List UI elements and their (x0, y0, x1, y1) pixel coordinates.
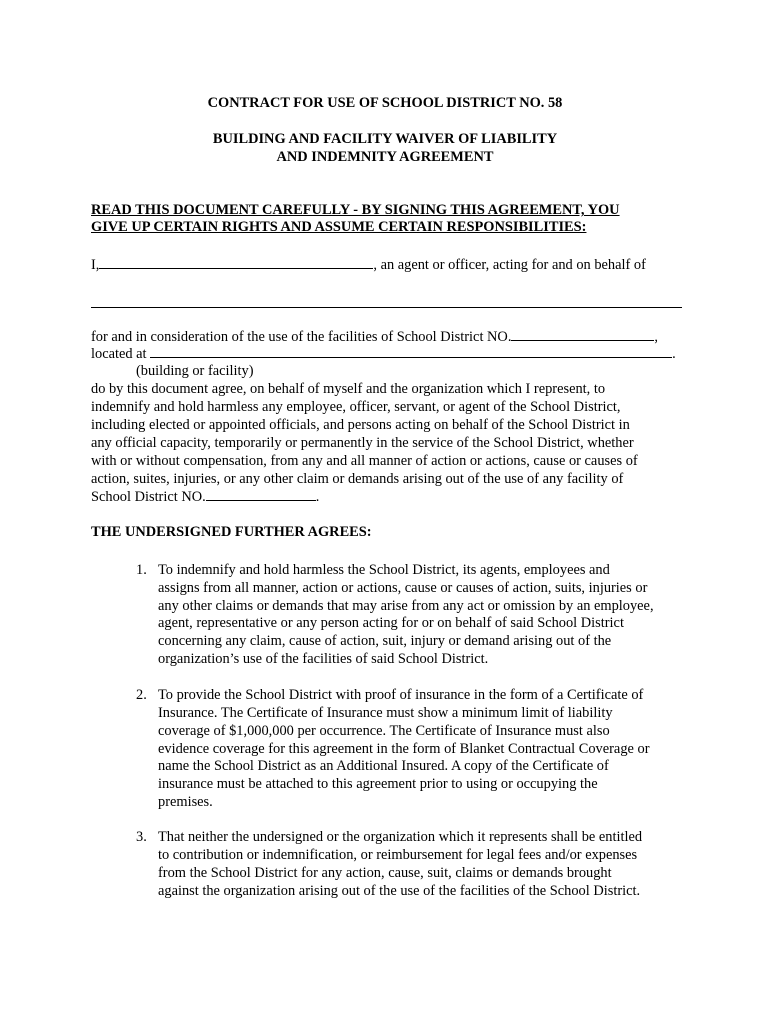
district-number-line (91, 488, 319, 506)
location-period: . (672, 346, 676, 362)
consideration-comma: , (654, 329, 659, 345)
further-agrees-heading: THE UNDERSIGNED FURTHER AGREES: (91, 524, 372, 540)
document-title: CONTRACT FOR USE OF SCHOOL DISTRICT NO. 58 (207, 95, 563, 111)
agent-text: , an agent or officer, acting for and on behalf of (373, 257, 646, 273)
sd-no-period: . (315, 489, 320, 505)
building-facility-note: (building or facility) (136, 363, 254, 379)
item-1-line: agent, representative or any person acting for or on behalf of said School District (158, 615, 624, 631)
agreement-body-line: with or without compensation, from any and all manner of action or actions, cause or causes of (91, 453, 638, 469)
organization-name-field[interactable] (91, 307, 682, 308)
item-number: 3. (136, 829, 147, 845)
item-3-line: to contribution or indemnification, or reimbursement for legal fees and/or expenses (158, 847, 638, 863)
item-1-line: assigns from all manner, action or actions, cause or causes of action, suits, injuries or (158, 580, 648, 596)
warning-line-2: GIVE UP CERTAIN RIGHTS AND ASSUME CERTAIN RESPONSIBILITIES: (91, 219, 587, 235)
consideration-text: for and in consideration of the use of the facilities of School District NO. (91, 329, 512, 345)
document-subtitle-line-2: AND INDEMNITY AGREEMENT (276, 149, 494, 165)
item-2-line: evidence coverage for this agreement in the form of Blanket Contractual Coverage or (158, 741, 650, 757)
agreement-body-line: any official capacity, temporarily or permanently in the service of the School District, whether (91, 435, 634, 451)
item-1-line: any other claims or demands that may arise from any act or omission by an employee, (158, 598, 654, 614)
agent-statement (91, 256, 646, 274)
item-2-line: coverage of $1,000,000 per occurrence. The Certificate of Insurance must also (158, 723, 610, 739)
item-2-line: premises. (158, 794, 213, 810)
item-2-line: name the School District as an Additional Insured. A copy of the Certificate of (158, 758, 609, 774)
item-1-line: To indemnify and hold harmless the School District, its agents, employees and (158, 562, 610, 578)
item-3-line: That neither the undersigned or the organization which it represents shall be entitled (158, 829, 643, 845)
i-prefix: I, (91, 257, 100, 273)
agreement-body-line: action, suites, injuries, or any other claim or demands arising out of the use of any facility of (91, 471, 624, 487)
item-3-line: from the School District for any action, cause, suit, claims or demands brought (158, 865, 612, 881)
agreement-body-line: indemnify and hold harmless any employee, officer, servant, or agent of the School District, (91, 399, 621, 415)
district-number-field-2[interactable] (206, 488, 316, 501)
item-1-line: concerning any claim, cause of action, suit, injury or demand arising out of the (158, 633, 612, 649)
agreement-body-line: including elected or appointed officials, and persons acting on behalf of the School District in (91, 417, 630, 433)
item-1-line: organization’s use of the facilities of said School District. (158, 651, 489, 667)
location-line (91, 345, 676, 363)
item-2-line: Insurance. The Certificate of Insurance must show a minimum limit of liability (158, 705, 613, 721)
district-number-field[interactable] (511, 328, 654, 341)
item-2-line: To provide the School District with proof of insurance in the form of a Certificate of (158, 687, 644, 703)
item-2-line: insurance must be attached to this agreement prior to using or occupying the (158, 776, 598, 792)
item-number: 1. (136, 562, 147, 578)
warning-line-1: READ THIS DOCUMENT CAREFULLY - BY SIGNING THIS AGREEMENT, YOU (91, 202, 620, 218)
item-3-line: against the organization arising out of the use of the facilities of the School District. (158, 883, 641, 899)
building-facility-field[interactable] (150, 345, 672, 358)
consideration-line (91, 328, 658, 346)
agreement-body-line: do by this document agree, on behalf of myself and the organization which I represent, to (91, 381, 606, 397)
document-subtitle-line-1: BUILDING AND FACILITY WAIVER OF LIABILITY (212, 131, 558, 147)
signer-name-field[interactable] (99, 256, 373, 269)
located-at-label: located at (91, 346, 147, 362)
item-number: 2. (136, 687, 147, 703)
sd-no-label: School District NO. (91, 489, 206, 505)
